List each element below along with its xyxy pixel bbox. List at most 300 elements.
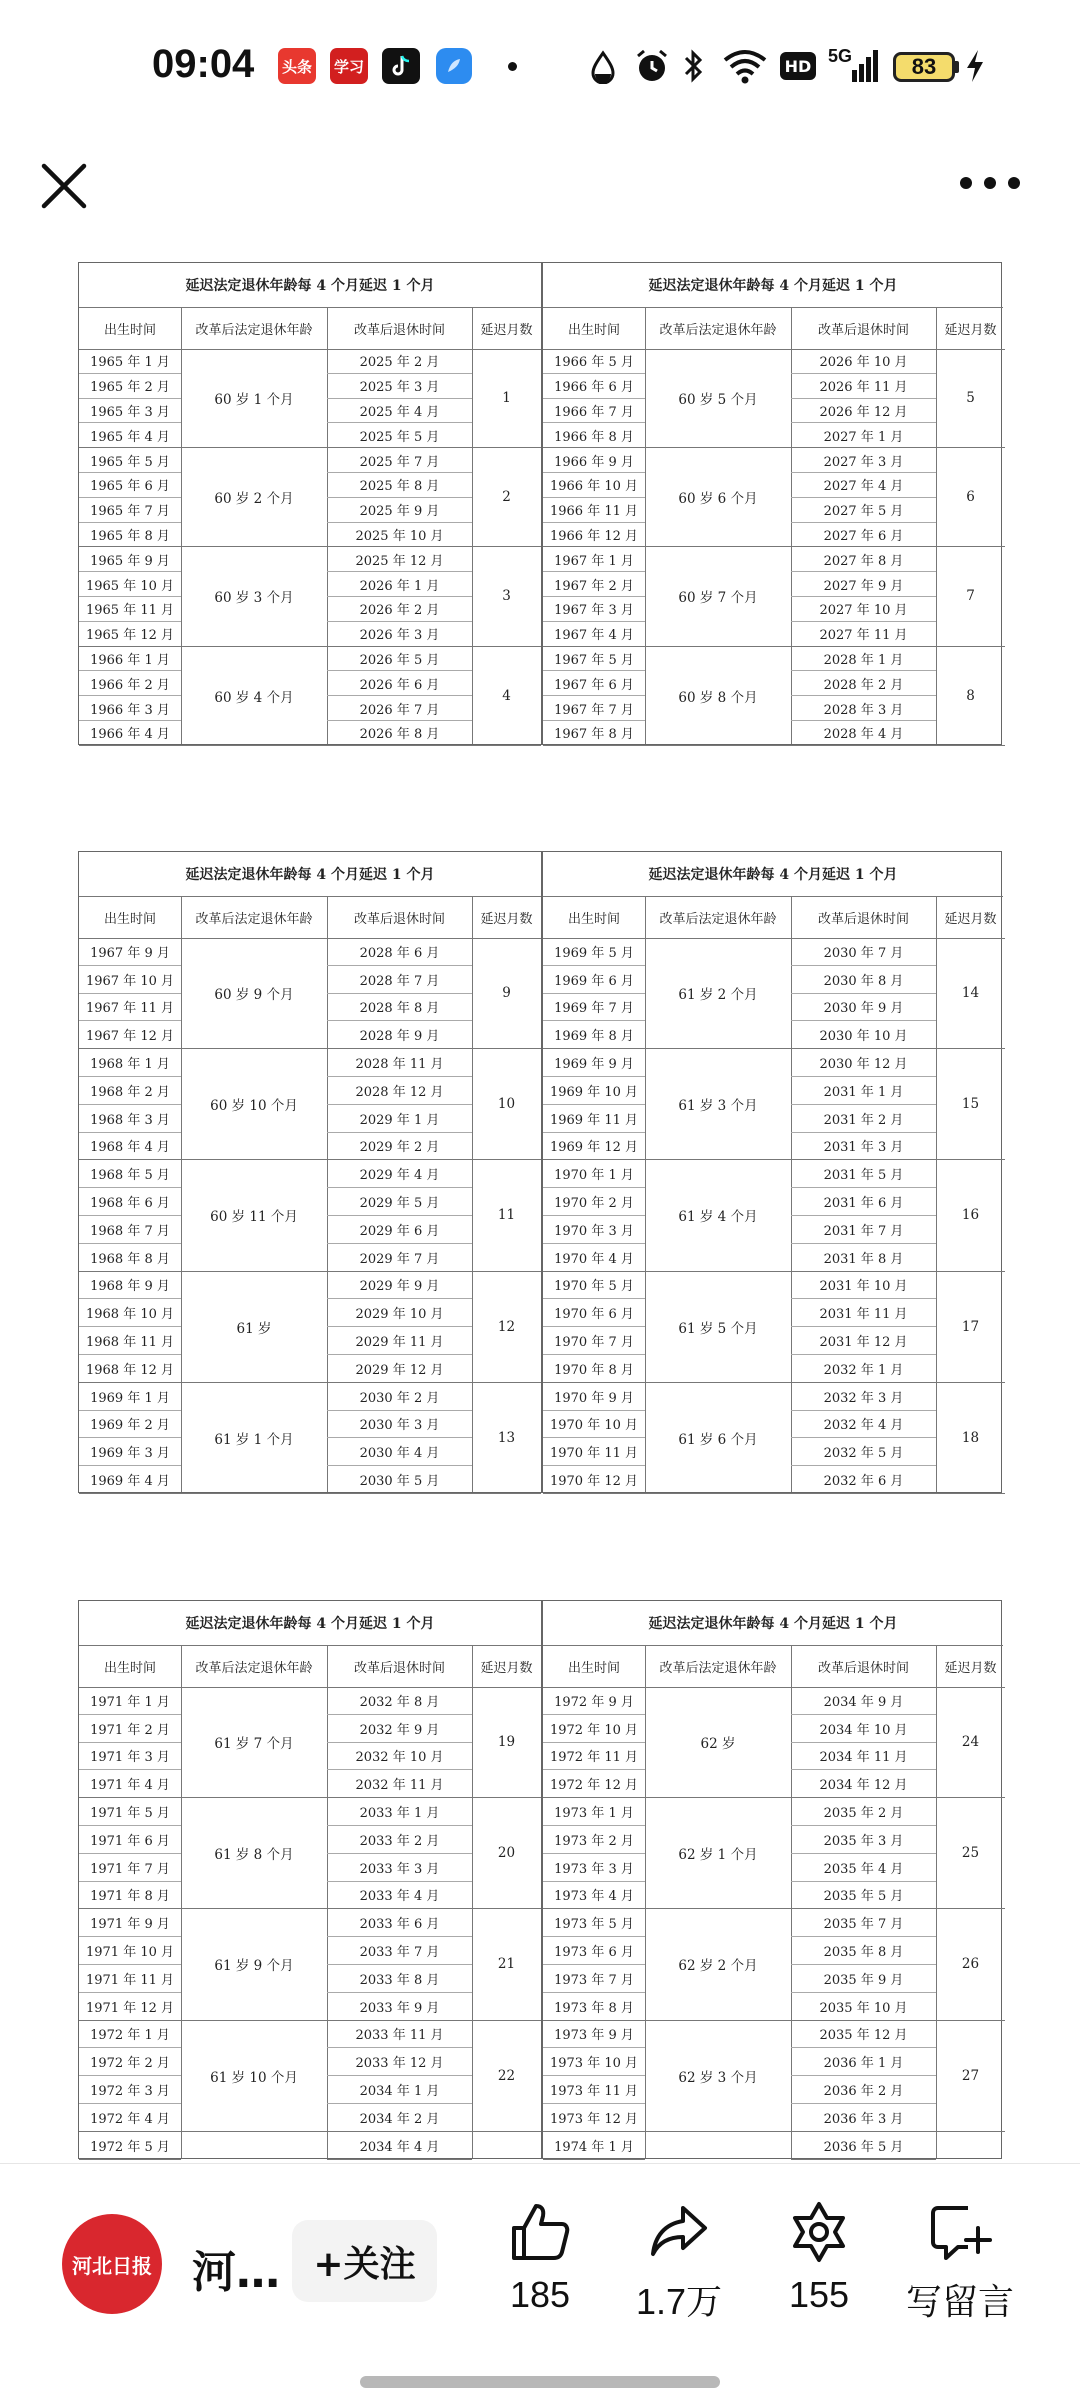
retire-age-cell: 61 岁 3 个月 bbox=[645, 1049, 791, 1160]
retire-date-cell: 2031 年 5 月 bbox=[791, 1160, 936, 1188]
retire-date-cell: 2029 年 12 月 bbox=[327, 1355, 472, 1383]
table-title: 延迟法定退休年龄每 4 个月延迟 1 个月 bbox=[543, 263, 1003, 308]
retire-date-cell: 2029 年 11 月 bbox=[327, 1327, 472, 1355]
birth-date-cell: 1971 年 1 月 bbox=[79, 1687, 181, 1715]
account-logo[interactable]: 河北日报 bbox=[62, 2214, 162, 2314]
retire-date-cell: 2035 年 9 月 bbox=[791, 1965, 936, 1993]
retire-date-cell: 2033 年 12 月 bbox=[327, 2048, 472, 2076]
retire-age-cell: 60 岁 6 个月 bbox=[645, 448, 791, 547]
retire-date-cell: 2026 年 5 月 bbox=[327, 647, 472, 672]
column-header: 出生时间 bbox=[543, 896, 645, 939]
birth-date-cell: 1965 年 6 月 bbox=[79, 473, 181, 498]
retire-age-cell: 60 岁 8 个月 bbox=[645, 647, 791, 746]
retire-age-cell: 61 岁 8 个月 bbox=[181, 1798, 327, 1909]
retire-date-cell: 2029 年 2 月 bbox=[327, 1133, 472, 1161]
birth-date-cell: 1966 年 5 月 bbox=[543, 349, 645, 374]
retire-date-cell: 2035 年 4 月 bbox=[791, 1854, 936, 1882]
charging-icon bbox=[964, 48, 986, 84]
retire-date-cell: 2032 年 6 月 bbox=[791, 1466, 936, 1494]
birth-date-cell: 1967 年 8 月 bbox=[543, 721, 645, 746]
birth-date-cell: 1973 年 10 月 bbox=[543, 2048, 645, 2076]
birth-date-cell: 1966 年 2 月 bbox=[79, 671, 181, 696]
delay-months-cell: 1 bbox=[472, 349, 541, 448]
birth-date-cell: 1969 年 11 月 bbox=[543, 1105, 645, 1133]
retire-date-cell: 2033 年 11 月 bbox=[327, 2021, 472, 2049]
retire-date-cell: 2031 年 1 月 bbox=[791, 1077, 936, 1105]
birth-date-cell: 1965 年 4 月 bbox=[79, 423, 181, 448]
retire-date-cell: 2034 年 12 月 bbox=[791, 1770, 936, 1798]
retire-age-cell bbox=[181, 2132, 327, 2160]
retire-age-cell: 61 岁 2 个月 bbox=[645, 938, 791, 1049]
retire-age-cell: 60 岁 7 个月 bbox=[645, 547, 791, 646]
birth-date-cell: 1965 年 9 月 bbox=[79, 547, 181, 572]
birth-date-cell: 1969 年 8 月 bbox=[543, 1021, 645, 1049]
retire-age-cell: 61 岁 4 个月 bbox=[645, 1160, 791, 1271]
retire-age-cell: 62 岁 bbox=[645, 1687, 791, 1798]
delay-months-cell: 2 bbox=[472, 448, 541, 547]
table-half-left bbox=[79, 1601, 541, 2158]
signal-icon bbox=[826, 48, 878, 84]
retire-date-cell: 2028 年 6 月 bbox=[327, 938, 472, 966]
birth-date-cell: 1972 年 1 月 bbox=[79, 2021, 181, 2049]
birth-date-cell: 1969 年 7 月 bbox=[543, 994, 645, 1022]
birth-date-cell: 1970 年 8 月 bbox=[543, 1355, 645, 1383]
birth-date-cell: 1968 年 4 月 bbox=[79, 1133, 181, 1161]
birth-date-cell: 1973 年 2 月 bbox=[543, 1826, 645, 1854]
table-half-right bbox=[541, 852, 1003, 1492]
retire-date-cell: 2026 年 3 月 bbox=[327, 622, 472, 647]
birth-date-cell: 1972 年 11 月 bbox=[543, 1743, 645, 1771]
retire-date-cell: 2026 年 2 月 bbox=[327, 597, 472, 622]
birth-date-cell: 1971 年 11 月 bbox=[79, 1965, 181, 1993]
delay-months-cell bbox=[472, 2132, 541, 2160]
retire-date-cell: 2034 年 1 月 bbox=[327, 2076, 472, 2104]
wifi-icon bbox=[722, 48, 768, 84]
birth-date-cell: 1970 年 7 月 bbox=[543, 1327, 645, 1355]
collect-count: 155 bbox=[788, 2274, 850, 2315]
birth-date-cell: 1965 年 2 月 bbox=[79, 374, 181, 399]
retire-date-cell: 2035 年 8 月 bbox=[791, 1937, 936, 1965]
retire-date-cell: 2032 年 5 月 bbox=[791, 1438, 936, 1466]
toutiao-app-icon: 头条 bbox=[278, 48, 316, 84]
birth-date-cell: 1965 年 3 月 bbox=[79, 399, 181, 424]
birth-date-cell: 1967 年 12 月 bbox=[79, 1021, 181, 1049]
retire-date-cell: 2027 年 11 月 bbox=[791, 622, 936, 647]
retire-date-cell: 2036 年 2 月 bbox=[791, 2076, 936, 2104]
birth-date-cell: 1968 年 10 月 bbox=[79, 1299, 181, 1327]
retire-date-cell: 2025 年 5 月 bbox=[327, 423, 472, 448]
table-half-left bbox=[79, 852, 541, 1492]
battery-cap bbox=[955, 61, 959, 73]
retire-date-cell: 2033 年 2 月 bbox=[327, 1826, 472, 1854]
table-title: 延迟法定退休年龄每 4 个月延迟 1 个月 bbox=[79, 1601, 541, 1646]
delay-months-cell: 5 bbox=[936, 349, 1005, 448]
retire-date-cell: 2026 年 12 月 bbox=[791, 399, 936, 424]
account-name[interactable]: 河… bbox=[192, 2247, 280, 2298]
retire-date-cell: 2025 年 12 月 bbox=[327, 547, 472, 572]
birth-date-cell: 1972 年 12 月 bbox=[543, 1770, 645, 1798]
birth-date-cell: 1970 年 4 月 bbox=[543, 1244, 645, 1272]
retire-date-cell: 2025 年 9 月 bbox=[327, 498, 472, 523]
column-header: 出生时间 bbox=[79, 1645, 181, 1688]
retire-age-cell: 61 岁 10 个月 bbox=[181, 2021, 327, 2132]
column-header: 改革后退休时间 bbox=[791, 1645, 936, 1688]
birth-date-cell: 1967 年 3 月 bbox=[543, 597, 645, 622]
delay-months-cell: 20 bbox=[472, 1798, 541, 1909]
retire-age-cell: 60 岁 5 个月 bbox=[645, 349, 791, 448]
retire-age-cell: 62 岁 3 个月 bbox=[645, 2021, 791, 2132]
column-header: 延迟月数 bbox=[472, 896, 541, 939]
birth-date-cell: 1966 年 4 月 bbox=[79, 721, 181, 746]
retire-date-cell: 2027 年 9 月 bbox=[791, 572, 936, 597]
retire-date-cell: 2029 年 1 月 bbox=[327, 1105, 472, 1133]
birth-date-cell: 1967 年 11 月 bbox=[79, 994, 181, 1022]
column-header: 改革后退休时间 bbox=[327, 307, 472, 350]
delay-months-cell: 6 bbox=[936, 448, 1005, 547]
retire-date-cell: 2030 年 5 月 bbox=[327, 1466, 472, 1494]
birth-date-cell: 1966 年 7 月 bbox=[543, 399, 645, 424]
birth-date-cell: 1968 年 2 月 bbox=[79, 1077, 181, 1105]
retire-date-cell: 2028 年 12 月 bbox=[327, 1077, 472, 1105]
retire-age-cell: 61 岁 6 个月 bbox=[645, 1383, 791, 1494]
birth-date-cell: 1966 年 10 月 bbox=[543, 473, 645, 498]
retire-age-cell: 61 岁 7 个月 bbox=[181, 1687, 327, 1798]
retire-date-cell: 2025 年 7 月 bbox=[327, 448, 472, 473]
birth-date-cell: 1973 年 8 月 bbox=[543, 1993, 645, 2021]
birth-date-cell: 1972 年 5 月 bbox=[79, 2132, 181, 2160]
birth-date-cell: 1968 年 6 月 bbox=[79, 1188, 181, 1216]
retire-date-cell: 2031 年 10 月 bbox=[791, 1272, 936, 1300]
retire-date-cell: 2029 年 4 月 bbox=[327, 1160, 472, 1188]
retire-date-cell: 2030 年 4 月 bbox=[327, 1438, 472, 1466]
like-count: 185 bbox=[509, 2274, 571, 2315]
retire-date-cell: 2032 年 9 月 bbox=[327, 1715, 472, 1743]
comment-button[interactable] bbox=[895, 2200, 1025, 2325]
retire-date-cell: 2025 年 8 月 bbox=[327, 473, 472, 498]
share-icon bbox=[647, 2200, 711, 2264]
delay-months-cell: 9 bbox=[472, 938, 541, 1049]
birth-date-cell: 1965 年 1 月 bbox=[79, 349, 181, 374]
birth-date-cell: 1970 年 2 月 bbox=[543, 1188, 645, 1216]
delay-months-cell: 22 bbox=[472, 2021, 541, 2132]
retire-date-cell: 2036 年 1 月 bbox=[791, 2048, 936, 2076]
alarm-icon bbox=[634, 48, 670, 84]
birth-date-cell: 1965 年 10 月 bbox=[79, 572, 181, 597]
birth-date-cell: 1969 年 5 月 bbox=[543, 938, 645, 966]
birth-date-cell: 1968 年 11 月 bbox=[79, 1327, 181, 1355]
birth-date-cell: 1972 年 2 月 bbox=[79, 2048, 181, 2076]
column-header: 改革后法定退休年龄 bbox=[645, 307, 791, 350]
birth-date-cell: 1966 年 6 月 bbox=[543, 374, 645, 399]
birth-date-cell: 1966 年 12 月 bbox=[543, 523, 645, 548]
column-header: 改革后退休时间 bbox=[791, 896, 936, 939]
birth-date-cell: 1965 年 7 月 bbox=[79, 498, 181, 523]
birth-date-cell: 1970 年 3 月 bbox=[543, 1216, 645, 1244]
retirement-table-block bbox=[78, 1600, 1002, 2159]
retire-date-cell: 2029 年 10 月 bbox=[327, 1299, 472, 1327]
retire-date-cell: 2027 年 6 月 bbox=[791, 523, 936, 548]
collect-icon bbox=[787, 2200, 851, 2264]
birth-date-cell: 1971 年 2 月 bbox=[79, 1715, 181, 1743]
status-time: 09:04 bbox=[152, 42, 255, 86]
birth-date-cell: 1974 年 1 月 bbox=[543, 2132, 645, 2160]
retire-date-cell: 2033 年 3 月 bbox=[327, 1854, 472, 1882]
birth-date-cell: 1972 年 9 月 bbox=[543, 1687, 645, 1715]
birth-date-cell: 1966 年 1 月 bbox=[79, 647, 181, 672]
birth-date-cell: 1970 年 6 月 bbox=[543, 1299, 645, 1327]
retire-date-cell: 2030 年 10 月 bbox=[791, 1021, 936, 1049]
birth-date-cell: 1967 年 4 月 bbox=[543, 622, 645, 647]
birth-date-cell: 1971 年 8 月 bbox=[79, 1882, 181, 1910]
delay-months-cell: 18 bbox=[936, 1383, 1005, 1494]
retire-date-cell: 2032 年 4 月 bbox=[791, 1411, 936, 1439]
birth-date-cell: 1970 年 1 月 bbox=[543, 1160, 645, 1188]
birth-date-cell: 1973 年 9 月 bbox=[543, 2021, 645, 2049]
retire-date-cell: 2033 年 1 月 bbox=[327, 1798, 472, 1826]
close-icon[interactable] bbox=[40, 162, 88, 210]
delay-months-cell: 27 bbox=[936, 2021, 1005, 2132]
retire-date-cell: 2027 年 8 月 bbox=[791, 547, 936, 572]
birth-date-cell: 1972 年 4 月 bbox=[79, 2104, 181, 2132]
column-header: 出生时间 bbox=[543, 307, 645, 350]
birth-date-cell: 1968 年 9 月 bbox=[79, 1272, 181, 1300]
retire-date-cell: 2030 年 3 月 bbox=[327, 1411, 472, 1439]
retire-date-cell: 2028 年 1 月 bbox=[791, 647, 936, 672]
birth-date-cell: 1973 年 3 月 bbox=[543, 1854, 645, 1882]
delay-months-cell: 10 bbox=[472, 1049, 541, 1160]
retire-date-cell: 2032 年 11 月 bbox=[327, 1770, 472, 1798]
retire-age-cell: 60 岁 11 个月 bbox=[181, 1160, 327, 1271]
delay-months-cell: 15 bbox=[936, 1049, 1005, 1160]
top-nav bbox=[0, 140, 1080, 259]
delay-months-cell: 24 bbox=[936, 1687, 1005, 1798]
retire-date-cell: 2025 年 4 月 bbox=[327, 399, 472, 424]
retire-date-cell: 2031 年 2 月 bbox=[791, 1105, 936, 1133]
retire-date-cell: 2032 年 1 月 bbox=[791, 1355, 936, 1383]
birth-date-cell: 1965 年 8 月 bbox=[79, 523, 181, 548]
hd-icon: HD bbox=[780, 52, 816, 80]
retire-date-cell: 2033 年 7 月 bbox=[327, 1937, 472, 1965]
birth-date-cell: 1967 年 9 月 bbox=[79, 938, 181, 966]
retire-date-cell: 2031 年 7 月 bbox=[791, 1216, 936, 1244]
column-header: 延迟月数 bbox=[936, 896, 1005, 939]
birth-date-cell: 1972 年 3 月 bbox=[79, 2076, 181, 2104]
comment-label: 写留言 bbox=[905, 2281, 1014, 2322]
birth-date-cell: 1973 年 1 月 bbox=[543, 1798, 645, 1826]
birth-date-cell: 1969 年 12 月 bbox=[543, 1133, 645, 1161]
retire-date-cell: 2031 年 3 月 bbox=[791, 1133, 936, 1161]
retire-date-cell: 2031 年 11 月 bbox=[791, 1299, 936, 1327]
delay-months-cell: 16 bbox=[936, 1160, 1005, 1271]
retire-date-cell: 2034 年 10 月 bbox=[791, 1715, 936, 1743]
birth-date-cell: 1971 年 9 月 bbox=[79, 1909, 181, 1937]
status-bar bbox=[0, 0, 1080, 140]
birth-date-cell: 1969 年 2 月 bbox=[79, 1411, 181, 1439]
birth-date-cell: 1968 年 8 月 bbox=[79, 1244, 181, 1272]
feather-icon bbox=[436, 48, 472, 84]
birth-date-cell: 1971 年 10 月 bbox=[79, 1937, 181, 1965]
birth-date-cell: 1973 年 7 月 bbox=[543, 1965, 645, 1993]
bottom-action-bar bbox=[0, 2163, 1080, 2401]
birth-date-cell: 1966 年 11 月 bbox=[543, 498, 645, 523]
column-header: 改革后法定退休年龄 bbox=[645, 1645, 791, 1688]
retire-date-cell: 2026 年 10 月 bbox=[791, 349, 936, 374]
more-icon[interactable] bbox=[958, 174, 1022, 192]
retire-date-cell: 2026 年 7 月 bbox=[327, 696, 472, 721]
retire-age-cell: 61 岁 bbox=[181, 1272, 327, 1383]
table-title: 延迟法定退休年龄每 4 个月延迟 1 个月 bbox=[79, 852, 541, 897]
retire-date-cell: 2034 年 4 月 bbox=[327, 2132, 472, 2160]
table-title: 延迟法定退休年龄每 4 个月延迟 1 个月 bbox=[79, 263, 541, 308]
birth-date-cell: 1971 年 12 月 bbox=[79, 1993, 181, 2021]
birth-date-cell: 1973 年 11 月 bbox=[543, 2076, 645, 2104]
column-header: 改革后退休时间 bbox=[791, 307, 936, 350]
retire-date-cell: 2028 年 3 月 bbox=[791, 696, 936, 721]
birth-date-cell: 1968 年 3 月 bbox=[79, 1105, 181, 1133]
retire-date-cell: 2030 年 8 月 bbox=[791, 966, 936, 994]
retire-date-cell: 2029 年 9 月 bbox=[327, 1272, 472, 1300]
retire-age-cell: 61 岁 1 个月 bbox=[181, 1383, 327, 1494]
like-button[interactable] bbox=[475, 2200, 605, 2316]
birth-date-cell: 1966 年 3 月 bbox=[79, 696, 181, 721]
retire-date-cell: 2036 年 3 月 bbox=[791, 2104, 936, 2132]
delay-months-cell: 25 bbox=[936, 1798, 1005, 1909]
column-header: 改革后法定退休年龄 bbox=[181, 307, 327, 350]
retire-date-cell: 2035 年 3 月 bbox=[791, 1826, 936, 1854]
retire-date-cell: 2025 年 2 月 bbox=[327, 349, 472, 374]
retire-date-cell: 2026 年 8 月 bbox=[327, 721, 472, 746]
birth-date-cell: 1967 年 2 月 bbox=[543, 572, 645, 597]
birth-date-cell: 1970 年 10 月 bbox=[543, 1411, 645, 1439]
retire-date-cell: 2030 年 9 月 bbox=[791, 994, 936, 1022]
birth-date-cell: 1973 年 4 月 bbox=[543, 1882, 645, 1910]
delay-months-cell: 7 bbox=[936, 547, 1005, 646]
birth-date-cell: 1966 年 9 月 bbox=[543, 448, 645, 473]
retire-date-cell: 2027 年 3 月 bbox=[791, 448, 936, 473]
bluetooth-icon bbox=[682, 46, 706, 86]
retire-date-cell: 2029 年 5 月 bbox=[327, 1188, 472, 1216]
birth-date-cell: 1967 年 5 月 bbox=[543, 647, 645, 672]
retire-age-cell: 60 岁 10 个月 bbox=[181, 1049, 327, 1160]
retire-age-cell: 60 岁 3 个月 bbox=[181, 547, 327, 646]
delay-months-cell: 13 bbox=[472, 1383, 541, 1494]
article-image bbox=[0, 258, 1080, 2163]
collect-button[interactable] bbox=[754, 2200, 884, 2316]
delay-months-cell: 12 bbox=[472, 1272, 541, 1383]
birth-date-cell: 1968 年 12 月 bbox=[79, 1355, 181, 1383]
retire-date-cell: 2030 年 12 月 bbox=[791, 1049, 936, 1077]
retire-date-cell: 2025 年 3 月 bbox=[327, 374, 472, 399]
birth-date-cell: 1971 年 4 月 bbox=[79, 1770, 181, 1798]
follow-button[interactable]: +关注 bbox=[292, 2220, 437, 2302]
retire-date-cell: 2034 年 11 月 bbox=[791, 1743, 936, 1771]
retire-date-cell: 2035 年 7 月 bbox=[791, 1909, 936, 1937]
retire-date-cell: 2029 年 6 月 bbox=[327, 1216, 472, 1244]
retire-date-cell: 2033 年 8 月 bbox=[327, 1965, 472, 1993]
retire-date-cell: 2033 年 9 月 bbox=[327, 1993, 472, 2021]
birth-date-cell: 1970 年 12 月 bbox=[543, 1466, 645, 1494]
column-header: 改革后法定退休年龄 bbox=[181, 1645, 327, 1688]
column-header: 延迟月数 bbox=[936, 307, 1005, 350]
birth-date-cell: 1970 年 9 月 bbox=[543, 1383, 645, 1411]
birth-date-cell: 1971 年 7 月 bbox=[79, 1854, 181, 1882]
delay-months-cell: 26 bbox=[936, 1909, 1005, 2020]
retire-date-cell: 2035 年 12 月 bbox=[791, 2021, 936, 2049]
retire-date-cell: 2028 年 4 月 bbox=[791, 721, 936, 746]
delay-months-cell bbox=[936, 2132, 1005, 2160]
birth-date-cell: 1973 年 6 月 bbox=[543, 1937, 645, 1965]
column-header: 改革后退休时间 bbox=[327, 896, 472, 939]
data-saver-icon bbox=[590, 50, 616, 84]
table-half-right bbox=[541, 263, 1003, 744]
birth-date-cell: 1968 年 7 月 bbox=[79, 1216, 181, 1244]
birth-date-cell: 1972 年 10 月 bbox=[543, 1715, 645, 1743]
birth-date-cell: 1968 年 1 月 bbox=[79, 1049, 181, 1077]
delay-months-cell: 4 bbox=[472, 647, 541, 746]
birth-date-cell: 1965 年 11 月 bbox=[79, 597, 181, 622]
share-button[interactable] bbox=[614, 2200, 744, 2325]
birth-date-cell: 1971 年 3 月 bbox=[79, 1743, 181, 1771]
retire-date-cell: 2030 年 2 月 bbox=[327, 1383, 472, 1411]
retire-date-cell: 2031 年 12 月 bbox=[791, 1327, 936, 1355]
birth-date-cell: 1965 年 5 月 bbox=[79, 448, 181, 473]
column-header: 延迟月数 bbox=[472, 307, 541, 350]
column-header: 出生时间 bbox=[79, 307, 181, 350]
birth-date-cell: 1971 年 5 月 bbox=[79, 1798, 181, 1826]
table-title: 延迟法定退休年龄每 4 个月延迟 1 个月 bbox=[543, 1601, 1003, 1646]
signal-label: 5G bbox=[828, 46, 853, 66]
home-indicator[interactable] bbox=[360, 2376, 720, 2388]
column-header: 延迟月数 bbox=[472, 1645, 541, 1688]
retire-date-cell: 2031 年 8 月 bbox=[791, 1244, 936, 1272]
retire-date-cell: 2035 年 10 月 bbox=[791, 1993, 936, 2021]
birth-date-cell: 1971 年 6 月 bbox=[79, 1826, 181, 1854]
column-header: 出生时间 bbox=[79, 896, 181, 939]
birth-date-cell: 1973 年 5 月 bbox=[543, 1909, 645, 1937]
retire-date-cell: 2030 年 7 月 bbox=[791, 938, 936, 966]
retire-date-cell: 2028 年 7 月 bbox=[327, 966, 472, 994]
retire-date-cell: 2026 年 6 月 bbox=[327, 671, 472, 696]
delay-months-cell: 8 bbox=[936, 647, 1005, 746]
retire-age-cell: 60 岁 1 个月 bbox=[181, 349, 327, 448]
retire-date-cell: 2028 年 9 月 bbox=[327, 1021, 472, 1049]
delay-months-cell: 3 bbox=[472, 547, 541, 646]
retire-date-cell: 2026 年 1 月 bbox=[327, 572, 472, 597]
birth-date-cell: 1969 年 1 月 bbox=[79, 1383, 181, 1411]
dot-icon bbox=[508, 62, 517, 71]
birth-date-cell: 1966 年 8 月 bbox=[543, 423, 645, 448]
delay-months-cell: 11 bbox=[472, 1160, 541, 1271]
column-header: 出生时间 bbox=[543, 1645, 645, 1688]
retire-date-cell: 2027 年 4 月 bbox=[791, 473, 936, 498]
birth-date-cell: 1973 年 12 月 bbox=[543, 2104, 645, 2132]
delay-months-cell: 14 bbox=[936, 938, 1005, 1049]
retirement-table-block bbox=[78, 262, 1002, 745]
retire-age-cell: 60 岁 9 个月 bbox=[181, 938, 327, 1049]
birth-date-cell: 1970 年 11 月 bbox=[543, 1438, 645, 1466]
retire-age-cell: 60 岁 2 个月 bbox=[181, 448, 327, 547]
column-header: 延迟月数 bbox=[936, 1645, 1005, 1688]
retire-age-cell: 61 岁 5 个月 bbox=[645, 1272, 791, 1383]
birth-date-cell: 1967 年 1 月 bbox=[543, 547, 645, 572]
retire-date-cell: 2035 年 2 月 bbox=[791, 1798, 936, 1826]
birth-date-cell: 1967 年 7 月 bbox=[543, 696, 645, 721]
retire-date-cell: 2033 年 6 月 bbox=[327, 1909, 472, 1937]
retire-date-cell: 2029 年 7 月 bbox=[327, 1244, 472, 1272]
retire-date-cell: 2034 年 2 月 bbox=[327, 2104, 472, 2132]
retire-date-cell: 2032 年 8 月 bbox=[327, 1687, 472, 1715]
delay-months-cell: 19 bbox=[472, 1687, 541, 1798]
